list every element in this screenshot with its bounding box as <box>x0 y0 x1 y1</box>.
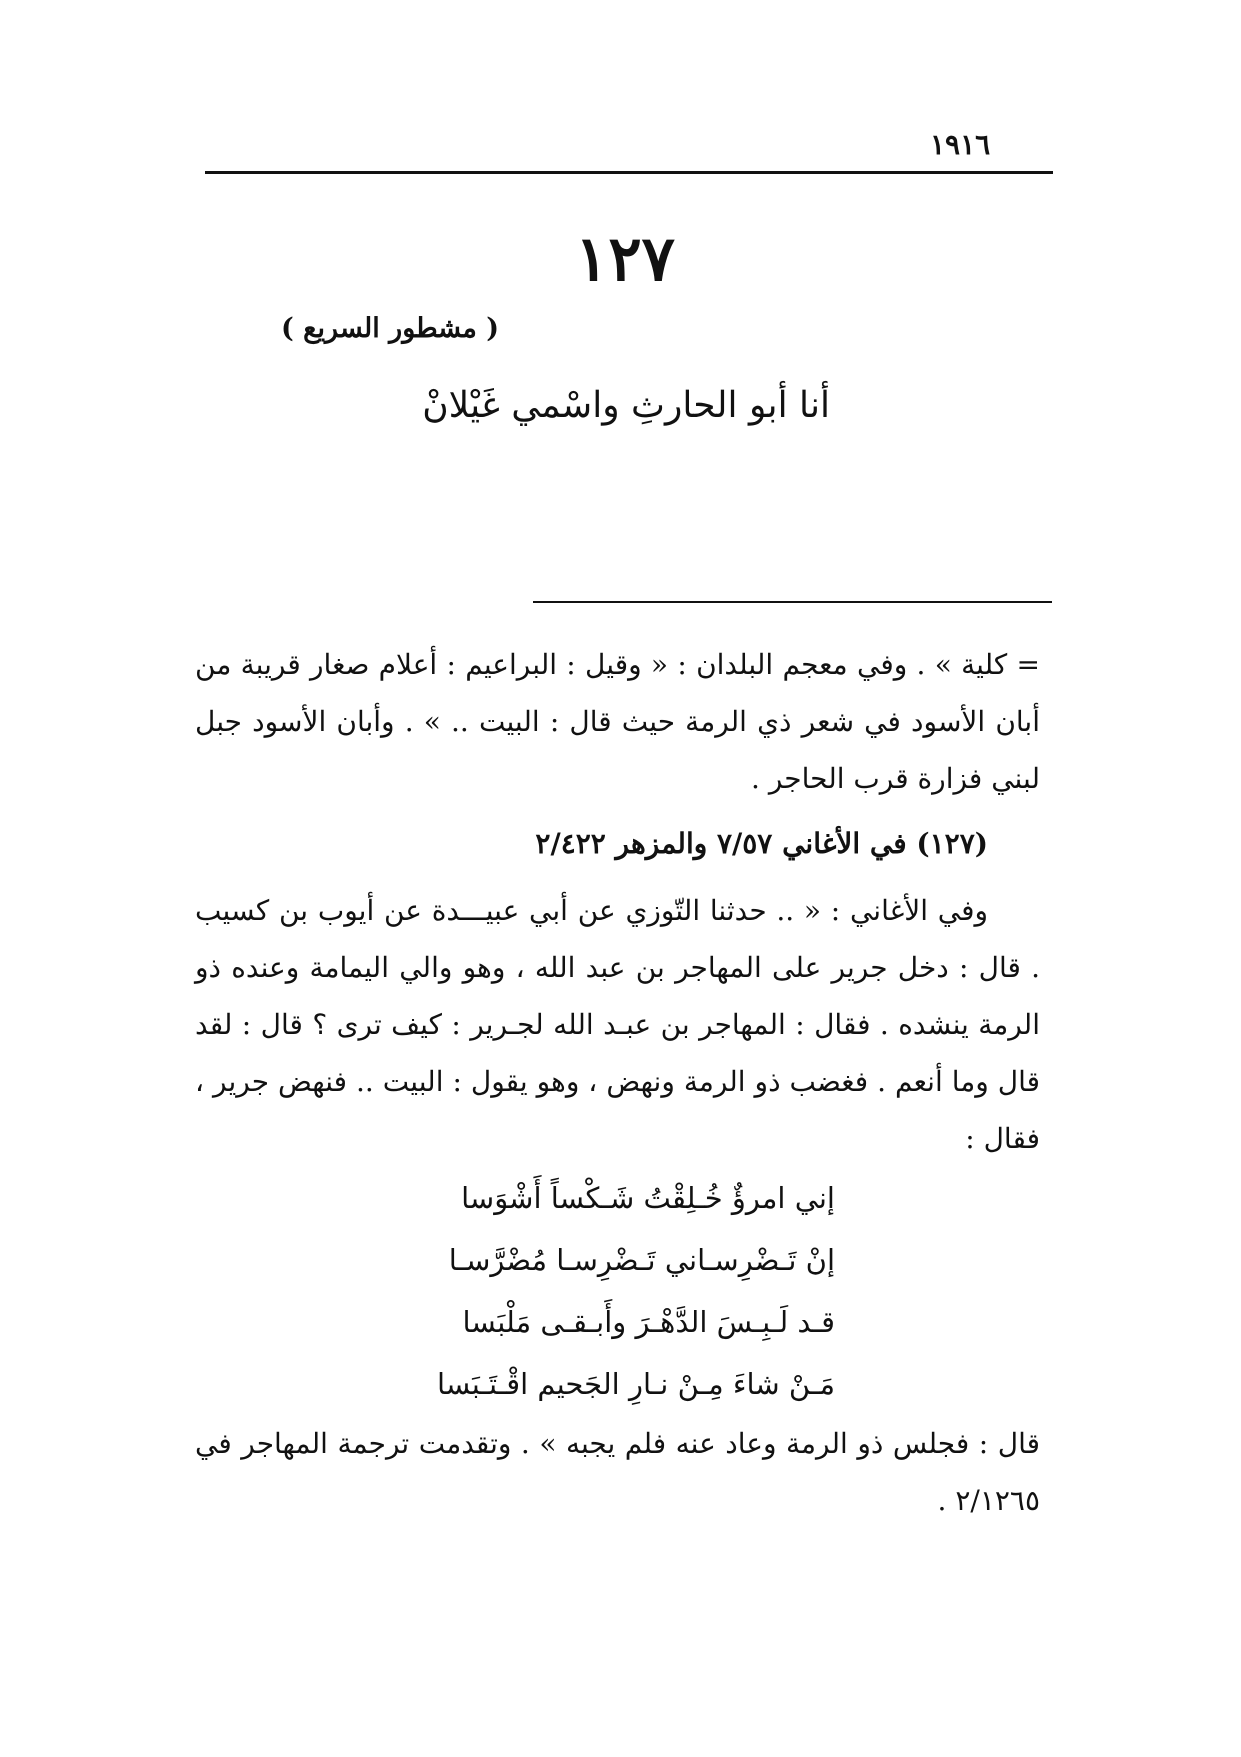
footnotes <box>195 636 1040 1529</box>
header-divider <box>205 171 1053 174</box>
quoted-verse-line: إني امرؤٌ خُـلِقْتُ شَـكْساً أَشْوَسا <box>461 1181 835 1215</box>
quoted-verse-line: قـد لَـبِـسَ الدَّهْـرَ وأَبـقـى مَلْبَسا <box>462 1305 835 1339</box>
note-paragraph-1: = كلية » . وفي معجم البلدان : « وقيل : البراعيم : أعلام صغار قريبة من أبان الأسود في شعر ذي الرمة حيث قال : البيت .. » . وأبان الأسود جبل لبني فزارة قرب الحاجر . <box>195 648 1040 795</box>
poem-meter: ( مشطور السريع ) <box>280 313 500 344</box>
quoted-verse-line: إنْ تَـضْرِسـاني تَـضْرِسـا مُضْرَّسـا <box>448 1243 835 1277</box>
quoted-verses <box>195 1167 1040 1415</box>
poem-verse: أنا أبو الحارثِ واسْمي غَيْلانْ <box>422 385 830 426</box>
note-paragraph-3: قال : فجلس ذو الرمة وعاد عنه فلم يجبه » . وتقدمت ترجمة المهاجر في ٢/١٢٦٥ . <box>195 1427 1040 1517</box>
note-references: (١٢٧) في الأغاني ٧/٥٧ والمزهر ٢/٤٢٢ <box>535 827 988 860</box>
note-paragraph-2: وفي الأغاني : « .. حدثنا التّوزي عن أبي عبيـــدة عن أيوب بن كسيب . قال : دخل جرير على المهاجر بن عبد الله ، وهو والي اليمامة وعنده ذو الرمة ينشده . فقال : المهاجر بن عبـد الله لجـرير : كيف ترى ؟ قال : لقد قال وما أنعم . فغضب ذو الرمة ونهض ، وهو يقول : البيت .. فنهض جرير ، فقال : <box>195 894 1041 1155</box>
quoted-verse-line: مَـنْ شاءَ مِـنْ نـارِ الجَحيم اقْـتَـبَسا <box>437 1367 835 1401</box>
footnote-divider <box>533 601 1052 603</box>
page-number: ١٩١٦ <box>930 128 991 161</box>
poem-number: ١٢٧ <box>575 222 675 295</box>
